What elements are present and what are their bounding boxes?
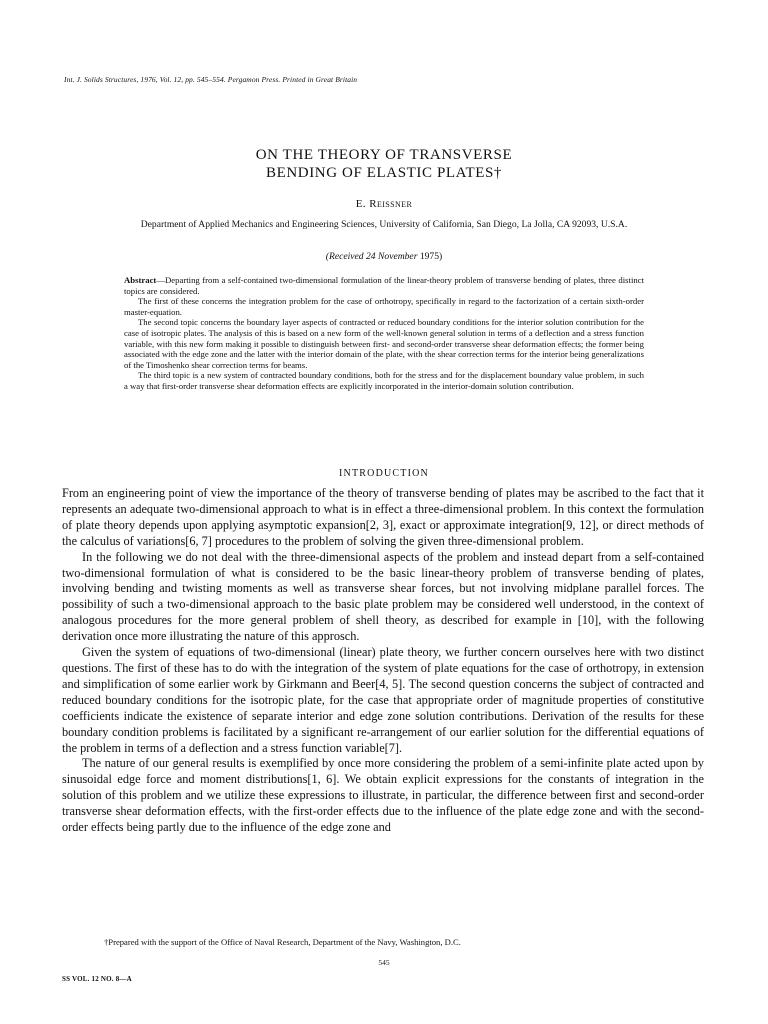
author <box>84 198 684 210</box>
article-title <box>84 146 684 182</box>
abstract-paragraph-2: The first of these concerns the integration problem for the case of orthotropy, specifically in regard to the factorization of a certain sixth-order master-equation. <box>124 296 644 317</box>
section-heading-introduction: INTRODUCTION <box>339 468 429 479</box>
received-open: (Received <box>325 251 366 262</box>
introduction-body <box>62 486 704 836</box>
journal-citation: Int. J. Solids Structures, 1976, Vol. 12, pp. 545–554. Pergamon Press. Printed in Great Britain <box>64 75 358 84</box>
body-paragraph-2: In the following we do not deal with the three-dimensional aspects of the problem and instead depart from a self-contained two-dimensional formulation of what is considered to be the basic linear-theory problem of transverse bending of plates, involving bending and twisting moments as well as transverse shear forces, but not involving midplane parallel forces. The possibility of such a two-dimensional approach to the basic plate problem may be considered well understood, in the context of analogous procedures for the more general problem of shell theory, as described for example in [10], with the following derivation once more illustrating the nature of this approsch. <box>62 549 704 644</box>
body-paragraph-1: From an engineering point of view the importance of the theory of transverse bending of plates may be ascribed to the fact that it represents an adequate two-dimensional approach to what is in effect a three-dimensional problem. In this context the formulation of plate theory depends upon applying asymptotic expansion[2, 3], exact or approximate integration[9, 12], or direct methods of the calculus of variations[6, 7] procedures to the problem of solving the given three-dimensional problem. <box>62 486 704 548</box>
received-day-month: 24 November <box>366 251 418 262</box>
abstract-paragraph-4: The third topic is a new system of contracted boundary conditions, both for the stress and for the displacement boundary value problem, in such a way that first-order transverse shear deformation effects are explicitly incorporated in the interior-domain solution contribution. <box>124 370 644 391</box>
body-paragraph-3: Given the system of equations of two-dimensional (linear) plate theory, we further concern ourselves here with two distinct questions. The first of these has to do with the integration of the system of plate equations for the case of orthotropy, in extension and simplification of some earlier work by Girkmann and Beer[4, 5]. The second question concerns the subject of contracted and reduced boundary conditions for the isotropic plate, for the case that appropriate order of magnitude properties of constitutive coefficients indicate the existence of separate interior and edge zone solution contributions. Derivation of the results for these boundary condition problems is facilitated by a significant re-arrangement of our earlier solution for the differential equations of the problem in terms of a deflection and a stress function variable[7]. <box>62 645 704 755</box>
body-paragraph-4: The nature of our general results is exemplified by once more considering the problem of a semi-infinite plate acted upon by sinusoidal edge force and moment distributions[1, 6]. We obtain explicit expressions for the constants of integration in the solution of this problem and we utilize these expressions to illustrate, in particular, the difference between first and second-order transverse shear deformation effects, with the first-order effects due to the influence of the plate edge zone and with the second-order effects being partly due to the influence of the edge zone and <box>62 756 704 835</box>
abstract-paragraph-3: The second topic concerns the boundary layer aspects of contracted or reduced boundary conditions for the interior solution contribution for the case of isotropic plates. The analysis of this is based on a new form of the well-known general solution in terms of a deflection and a stress function variable, with this new form making it possible to distinguish between first- and second-order transverse shear deformation effects; the former being associated with the edge zone and the latter with the interior domain of the plate, with the shear correction terms for the interior being generalizations of the Timoshenko shear correction terms for beams. <box>124 317 644 370</box>
received-year: 1975) <box>417 251 443 262</box>
footnote: †Prepared with the support of the Office of Naval Research, Department of the Navy, Washington, D.C. <box>104 937 461 947</box>
abstract-label: Abstract <box>124 275 157 285</box>
author-initial: E. <box>355 198 370 210</box>
abstract-text-1: —Departing from a self-contained two-dimensional formulation of the linear-theory problem of transverse bending of plates, three distinct topics are considered. <box>124 275 644 296</box>
abstract-paragraph-1 <box>124 275 644 296</box>
title-line-1: ON THE THEORY OF TRANSVERSE <box>255 147 513 163</box>
title-line-2: BENDING OF ELASTIC PLATES† <box>265 165 503 181</box>
page-number: 545 <box>378 958 390 967</box>
author-surname: Reissner <box>369 198 413 210</box>
affiliation: Department of Applied Mechanics and Engineering Sciences, University of California, San Diego, La Jolla, CA 92093, U.S.A. <box>140 219 628 230</box>
volume-signature: SS VOL. 12 NO. 8—A <box>62 975 132 983</box>
received-date <box>84 251 684 262</box>
abstract <box>124 275 644 392</box>
